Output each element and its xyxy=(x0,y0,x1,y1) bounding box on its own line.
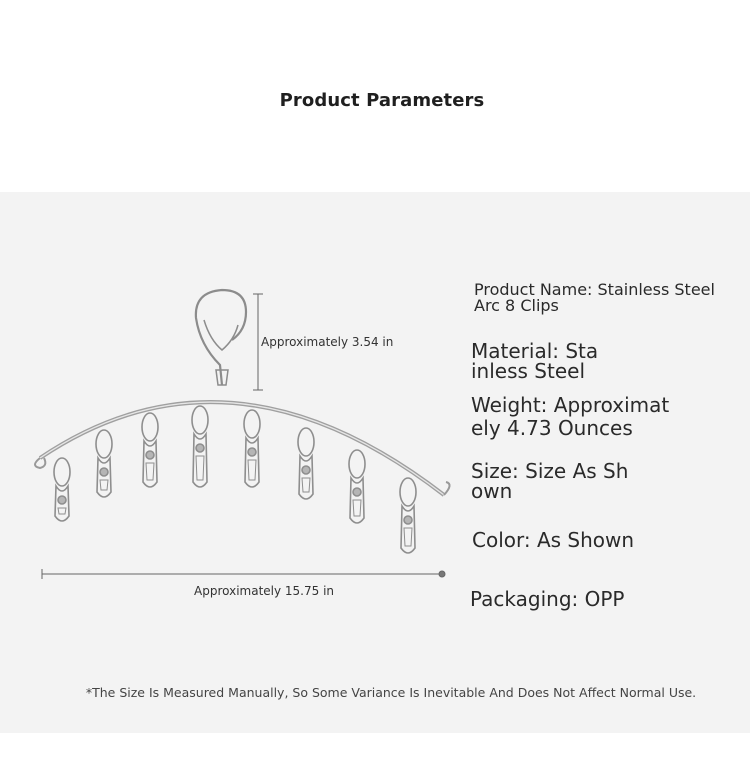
spec-material-line2: inless Steel xyxy=(471,359,585,383)
clip-icon xyxy=(192,406,208,487)
clip-icon xyxy=(244,410,260,487)
spec-size-line2: own xyxy=(471,479,513,503)
spec-size xyxy=(471,461,628,501)
spec-material-line1: Material: Sta xyxy=(471,339,599,363)
clip-icon xyxy=(349,450,365,523)
clip-icon xyxy=(298,428,314,499)
clip-icon xyxy=(142,413,158,487)
footnote: *The Size Is Measured Manually, So Some Variance Is Inevitable And Does Not Affect Normal Use. xyxy=(85,685,697,700)
spec-weight-line1: Weight: Approximat xyxy=(471,393,670,417)
clip-icon xyxy=(400,478,416,553)
height-label: Approximately 3.54 in xyxy=(261,335,394,349)
header-section xyxy=(0,0,750,192)
spec-product-name-line1: Product Name: Stainless Steel xyxy=(474,280,715,299)
hanger-illustration xyxy=(0,192,480,612)
spec-material xyxy=(471,341,598,381)
clip-icon xyxy=(54,458,70,521)
spec-packaging: Packaging: OPP xyxy=(470,587,625,611)
width-dimension-line xyxy=(42,569,445,579)
spec-weight xyxy=(471,395,669,438)
footer-strip xyxy=(0,733,750,765)
hook-icon xyxy=(196,290,246,385)
spec-color: Color: As Shown xyxy=(472,528,635,552)
spec-weight-line2: ely 4.73 Ounces xyxy=(471,416,633,440)
spec-product-name xyxy=(474,282,715,314)
clips-group xyxy=(54,406,416,553)
spec-product-name-line2: Arc 8 Clips xyxy=(474,296,559,315)
spec-size-line1: Size: Size As Sh xyxy=(471,459,629,483)
width-label: Approximately 15.75 in xyxy=(194,584,335,598)
clip-icon xyxy=(96,430,112,497)
page-title: Product Parameters xyxy=(279,90,485,111)
